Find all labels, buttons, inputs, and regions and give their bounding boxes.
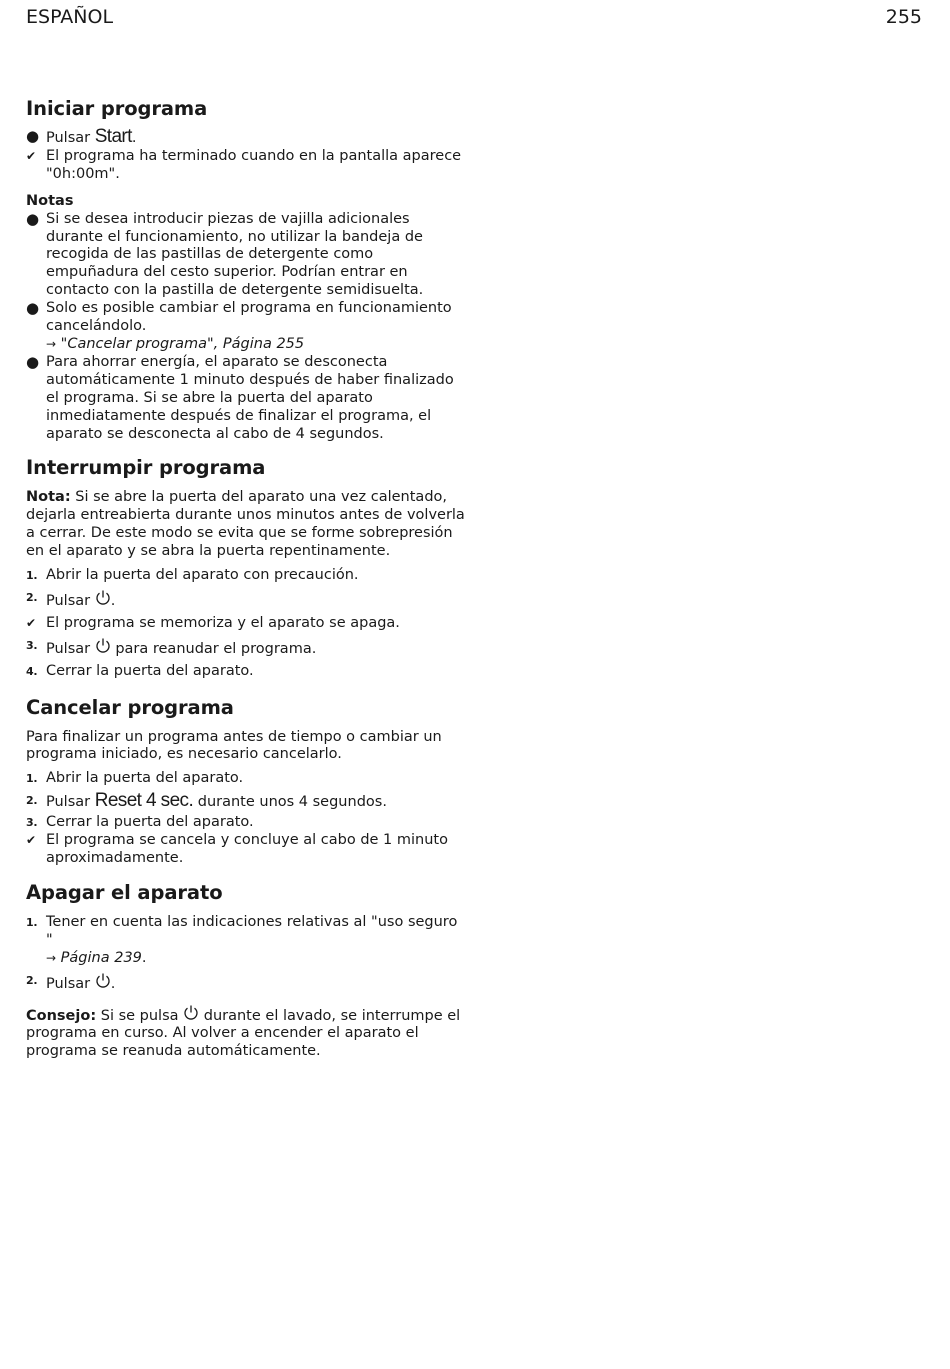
- bullet-icon: ●: [26, 299, 40, 318]
- step-3: 3. Cerrar la puerta del aparato.: [26, 814, 254, 831]
- check-icon: ✔: [26, 615, 37, 630]
- section-title: Cancelar programa: [26, 695, 234, 719]
- note-label: Nota:: [26, 489, 71, 506]
- step-2: 2. Pulsar .: [26, 973, 116, 992]
- step-4: 4. Cerrar la puerta del aparato.: [26, 662, 254, 679]
- result-row: ✔ El programa se memoriza y el aparato se apaga.: [26, 614, 400, 631]
- step-bullet: ● Pulsar Start.: [26, 126, 137, 147]
- section-interrumpir-programa: [26, 455, 466, 680]
- step-1: 1. Tener en cuenta las indicaciones relativas al "uso seguro " → Página 239.: [26, 913, 458, 966]
- page-content: [26, 96, 466, 1067]
- cross-reference-link[interactable]: Página 239: [60, 949, 142, 966]
- result-row: ✔ El programa ha terminado cuando en la pantalla aparece "0h:00m".: [26, 147, 462, 182]
- arrow-right-icon: →: [46, 336, 57, 351]
- cross-reference-link[interactable]: "Cancelar programa", Página 255: [60, 335, 305, 352]
- power-icon: [95, 589, 111, 606]
- start-key-label: Start: [94, 126, 132, 147]
- language-label: ESPAÑOL: [26, 6, 114, 28]
- check-icon: ✔: [26, 148, 37, 163]
- page-number: 255: [885, 6, 922, 28]
- power-icon: [95, 637, 111, 654]
- arrow-right-icon: →: [46, 950, 57, 965]
- step-1: 1. Abrir la puerta del aparato con precaución.: [26, 567, 359, 584]
- note-paragraph: Nota: Si se abre la puerta del aparato una vez calentado, dejarla entreabierta durante unos minutos antes de volverla a cerrar. De este modo se evita que se forme sobrepresión en el aparato y se abra la puerta repentinamente.: [26, 489, 465, 560]
- section-title: Apagar el aparato: [26, 880, 223, 904]
- power-icon: [183, 1004, 199, 1021]
- step-3: 3. Pulsar para reanudar el programa.: [26, 638, 317, 657]
- step-2: 2. Pulsar Reset 4 sec. durante unos 4 segundos.: [26, 790, 387, 812]
- check-icon: ✔: [26, 833, 37, 848]
- intro-paragraph: Para finalizar un programa antes de tiempo o cambiar un programa iniciado, es necesario cancelarlo.: [26, 728, 442, 763]
- tip-label: Consejo:: [26, 1007, 97, 1024]
- bullet-icon: ●: [26, 127, 40, 145]
- section-apagar-aparato: [26, 880, 466, 1061]
- bullet-icon: ●: [26, 209, 40, 228]
- note-item: ● Solo es posible cambiar el programa en funcionamiento cancelándolo. → "Cancelar programa", Página 255: [26, 299, 452, 352]
- section-title: Interrumpir programa: [26, 456, 266, 480]
- tip-paragraph: Consejo: Si se pulsa durante el lavado, se interrumpe el programa en curso. Al volver a encender el aparato el programa se reanuda automáticamente.: [26, 1004, 466, 1062]
- note-item: ● Para ahorrar energía, el aparato se desconecta automáticamente 1 minuto después de haber finalizado el programa. Si se abre la puerta del aparato inmediatamente después de finalizar el programa, el aparato se desconecta al cabo de 4 segundos.: [26, 352, 454, 442]
- result-row: ✔ El programa se cancela y concluye al cabo de 1 minuto aproximadamente.: [26, 832, 448, 866]
- section-cancelar-programa: [26, 695, 466, 868]
- bullet-icon: ●: [26, 352, 40, 371]
- step-2: 2. Pulsar .: [26, 590, 116, 609]
- section-iniciar-programa: [26, 96, 466, 443]
- note-item: ● Si se desea introducir piezas de vajilla adicionales durante el funcionamiento, no utilizar la bandeja de recogida de las pastillas de detergente como empuñadura del cesto superior. Podrían entrar en contacto con la pastilla de detergente semidisuelta.: [26, 209, 424, 299]
- step-1: 1. Abrir la puerta del aparato.: [26, 770, 244, 787]
- reset-key-label: Reset 4 sec.: [94, 790, 194, 812]
- section-title: Iniciar programa: [26, 97, 208, 120]
- page-header: [26, 6, 922, 30]
- notes-title: Notas: [26, 192, 74, 209]
- power-icon: [95, 972, 111, 989]
